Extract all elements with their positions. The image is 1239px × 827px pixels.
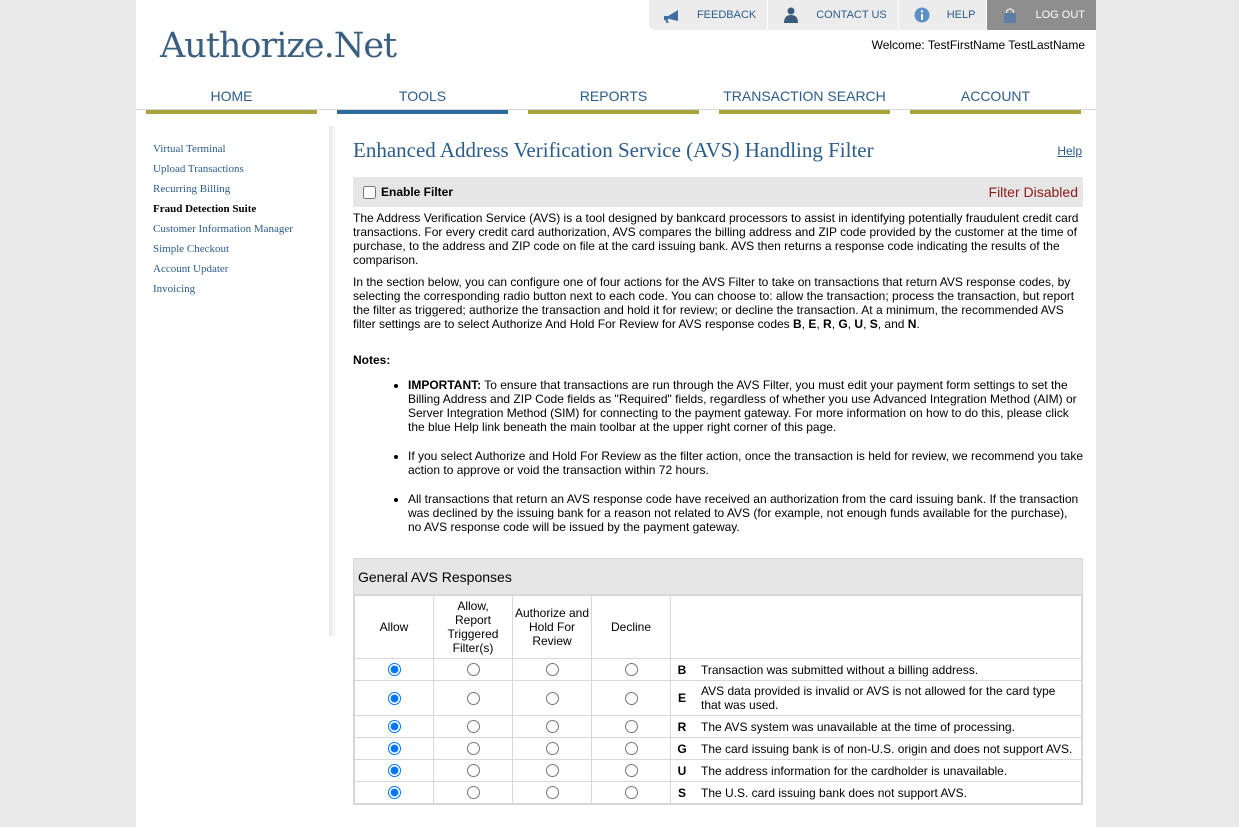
nav-divider — [136, 109, 1096, 110]
radio-cell — [355, 659, 434, 681]
table-header-row — [355, 596, 1082, 659]
radio-allow[interactable] — [388, 742, 401, 755]
log-out-link[interactable] — [987, 0, 1096, 30]
help-link[interactable]: Help — [1057, 144, 1082, 158]
page-title: Enhanced Address Verification Service (AVS) Handling Filter — [353, 138, 874, 162]
code-g: G — [838, 317, 848, 331]
sidebar-item-upload-transactions[interactable]: Upload Transactions — [153, 163, 244, 175]
radio-allow-report[interactable] — [467, 764, 480, 777]
radio-allow[interactable] — [388, 764, 401, 777]
column-authorize-hold: Authorize and Hold For Review — [513, 596, 592, 659]
feedback-link[interactable] — [649, 0, 768, 30]
table-row — [355, 782, 1082, 804]
avs-description: The AVS system was unavailable at the time of processing. — [693, 716, 1082, 738]
avs-code: G — [671, 738, 694, 760]
radio-allow[interactable] — [388, 692, 401, 705]
radio-cell — [355, 716, 434, 738]
feedback-label: FEEDBACK — [696, 9, 757, 21]
code-r: R — [823, 317, 832, 331]
log-out-label: LOG OUT — [1035, 9, 1085, 21]
radio-cell — [355, 782, 434, 804]
radio-allow-report[interactable] — [467, 663, 480, 676]
radio-authorize-hold[interactable] — [546, 663, 559, 676]
code-u: U — [854, 317, 864, 331]
sidebar-item-recurring-billing[interactable]: Recurring Billing — [153, 183, 231, 195]
tab-reports[interactable]: REPORTS — [528, 88, 699, 114]
avs-code: S — [671, 782, 694, 804]
avs-description: Transaction was submitted without a billing address. — [693, 659, 1082, 681]
table-row — [355, 659, 1082, 681]
sidebar-item-customer-information-manager[interactable]: Customer Information Manager — [153, 223, 293, 235]
radio-authorize-hold[interactable] — [546, 764, 559, 777]
notes-heading: Notes: — [353, 353, 391, 367]
radio-decline[interactable] — [625, 692, 638, 705]
enable-filter-control[interactable] — [360, 185, 453, 199]
enable-filter-bar — [353, 177, 1083, 207]
enable-filter-label: Enable Filter — [381, 185, 454, 199]
filter-status: Filter Disabled — [988, 184, 1078, 200]
radio-allow-report[interactable] — [467, 742, 480, 755]
radio-cell — [355, 760, 434, 782]
avs-description: The U.S. card issuing bank does not support AVS. — [693, 782, 1082, 804]
radio-allow[interactable] — [388, 720, 401, 733]
column-code-description — [671, 596, 1082, 659]
note-important-text: To ensure that transactions are run through the AVS Filter, you must edit your payment form settings to set the Billing Address and ZIP Code fields as "Required" fields, regardless of whether you use Advanced Integration Method (AIM) or Server Integration Method (SIM) for connecting to the payment gateway. For more information on how to do this, please click the blue Help link beneath the main toolbar at the upper right corner of this page. — [408, 378, 1077, 434]
radio-cell — [513, 782, 592, 804]
instructions-paragraph: In the section below, you can configure one of four actions for the AVS Filter to take on transactions that return AVS response codes, by selecting the corresponding radio button next to each code. You can choose to: allow the transaction; process the transaction, but report the filter as triggered; authorize the transaction and hold it for review; or decline the transaction. At a minimum, the recommended AVS filter settings are to select Authorize And Hold For Review for AVS response codes B, E, R, G, U, S, and N. — [353, 275, 1075, 331]
radio-cell — [592, 659, 671, 681]
tab-account[interactable]: ACCOUNT — [910, 88, 1081, 114]
radio-cell — [592, 760, 671, 782]
note-item: • All transactions that return an AVS response code have received an authorization from the card issuing bank. If the transaction was declined by the issuing bank for a reason not related to AVS (for example, not enough funds available for the purchase), no AVS response code will be issued by the payment gateway. — [408, 492, 1083, 534]
avs-description: The card issuing bank is of non-U.S. origin and does not support AVS. — [693, 738, 1082, 760]
avs-description: The address information for the cardholder is unavailable. — [693, 760, 1082, 782]
radio-cell — [592, 716, 671, 738]
help-top-label: HELP — [946, 9, 976, 21]
radio-authorize-hold[interactable] — [546, 692, 559, 705]
radio-authorize-hold[interactable] — [546, 742, 559, 755]
radio-decline[interactable] — [625, 786, 638, 799]
radio-authorize-hold[interactable] — [546, 786, 559, 799]
avs-code: B — [671, 659, 694, 681]
column-allow-report: Allow, Report Triggered Filter(s) — [434, 596, 513, 659]
avs-description: AVS data provided is invalid or AVS is not allowed for the card type that was used. — [693, 681, 1082, 716]
note-item — [408, 378, 1083, 434]
sidebar-divider — [329, 126, 337, 636]
sidebar-item-virtual-terminal[interactable]: Virtual Terminal — [153, 143, 226, 155]
enable-filter-checkbox[interactable] — [363, 186, 376, 199]
info-icon — [913, 7, 931, 23]
radio-decline[interactable] — [625, 663, 638, 676]
contact-us-link[interactable] — [768, 0, 899, 30]
code-n: N — [907, 317, 917, 331]
sidebar-item-fraud-detection-suite[interactable]: Fraud Detection Suite — [153, 203, 257, 215]
radio-cell — [434, 782, 513, 804]
avs-code: R — [671, 716, 694, 738]
table-row — [355, 738, 1082, 760]
sidebar-item-simple-checkout[interactable]: Simple Checkout — [153, 243, 230, 255]
column-allow: Allow — [355, 596, 434, 659]
note-item: • If you select Authorize and Hold For Review as the filter action, once the transaction is held for review, we recommend you take action to approve or void the transaction within 72 hours. — [408, 449, 1083, 477]
table-row — [355, 716, 1082, 738]
code-b: B — [793, 317, 802, 331]
instructions-text: In the section below, you can configure one of four actions for the AVS Filter to take on transactions that return AVS response codes, by selecting the corresponding radio button next to each code. You can choose to: allow the transaction; process the transaction, but report the filter as triggered; authorize the transaction and hold it for review; or decline the transaction. At a minimum, the recommended AVS filter settings are to select Authorize And Hold For Review for AVS response codes — [353, 275, 1075, 331]
radio-allow-report[interactable] — [467, 692, 480, 705]
note-important-label: IMPORTANT: — [408, 378, 482, 392]
sidebar-item-invoicing[interactable]: Invoicing — [153, 283, 196, 295]
radio-decline[interactable] — [625, 720, 638, 733]
radio-cell — [513, 681, 592, 716]
general-avs-responses — [353, 558, 1083, 805]
radio-cell — [513, 716, 592, 738]
sidebar-item-account-updater[interactable]: Account Updater — [153, 263, 229, 275]
radio-decline[interactable] — [625, 742, 638, 755]
radio-cell — [434, 716, 513, 738]
megaphone-icon — [663, 7, 681, 23]
radio-authorize-hold[interactable] — [546, 720, 559, 733]
help-top-link[interactable] — [899, 0, 988, 30]
radio-allow[interactable] — [388, 663, 401, 676]
welcome-message: Welcome: TestFirstName TestLastName — [871, 38, 1085, 52]
tab-tools[interactable]: TOOLS — [337, 88, 508, 114]
authorize-net-logo[interactable]: Authorize.Net — [160, 26, 397, 66]
tab-home[interactable]: HOME — [146, 88, 317, 114]
main-nav — [146, 88, 1081, 114]
radio-cell — [592, 681, 671, 716]
sidebar — [153, 143, 333, 303]
radio-allow-report[interactable] — [467, 786, 480, 799]
contact-us-label: CONTACT US — [816, 9, 887, 21]
radio-cell — [355, 738, 434, 760]
column-decline: Decline — [592, 596, 671, 659]
radio-allow-report[interactable] — [467, 720, 480, 733]
radio-cell — [434, 681, 513, 716]
radio-allow[interactable] — [388, 786, 401, 799]
radio-cell — [513, 659, 592, 681]
avs-table — [354, 595, 1082, 804]
radio-cell — [592, 782, 671, 804]
avs-code: U — [671, 760, 694, 782]
radio-cell — [434, 659, 513, 681]
main-content — [353, 128, 1083, 805]
page — [136, 0, 1096, 827]
tab-transaction-search[interactable]: TRANSACTION SEARCH — [719, 88, 890, 114]
radio-decline[interactable] — [625, 764, 638, 777]
avs-code: E — [671, 681, 694, 716]
utility-bar — [649, 0, 1096, 30]
radio-cell — [355, 681, 434, 716]
lock-icon — [1001, 7, 1019, 23]
radio-cell — [434, 738, 513, 760]
radio-cell — [513, 738, 592, 760]
radio-cell — [513, 760, 592, 782]
code-s: S — [869, 317, 878, 331]
notes-list — [353, 378, 1083, 534]
person-icon — [782, 7, 800, 23]
radio-cell — [434, 760, 513, 782]
intro-paragraph: The Address Verification Service (AVS) is a tool designed by bankcard processors to assist in identifying potentially fraudulent credit card transactions. For every credit card authorization, AVS compares the billing address and ZIP code provided by the customer at the time of purchase, to the address and ZIP code on file at the card issuing bank. AVS then returns a response code indicating the results of the comparison. — [353, 211, 1079, 267]
section-title: General AVS Responses — [354, 559, 1082, 595]
radio-cell — [592, 738, 671, 760]
table-row — [355, 760, 1082, 782]
table-row — [355, 681, 1082, 716]
code-e: E — [808, 317, 817, 331]
